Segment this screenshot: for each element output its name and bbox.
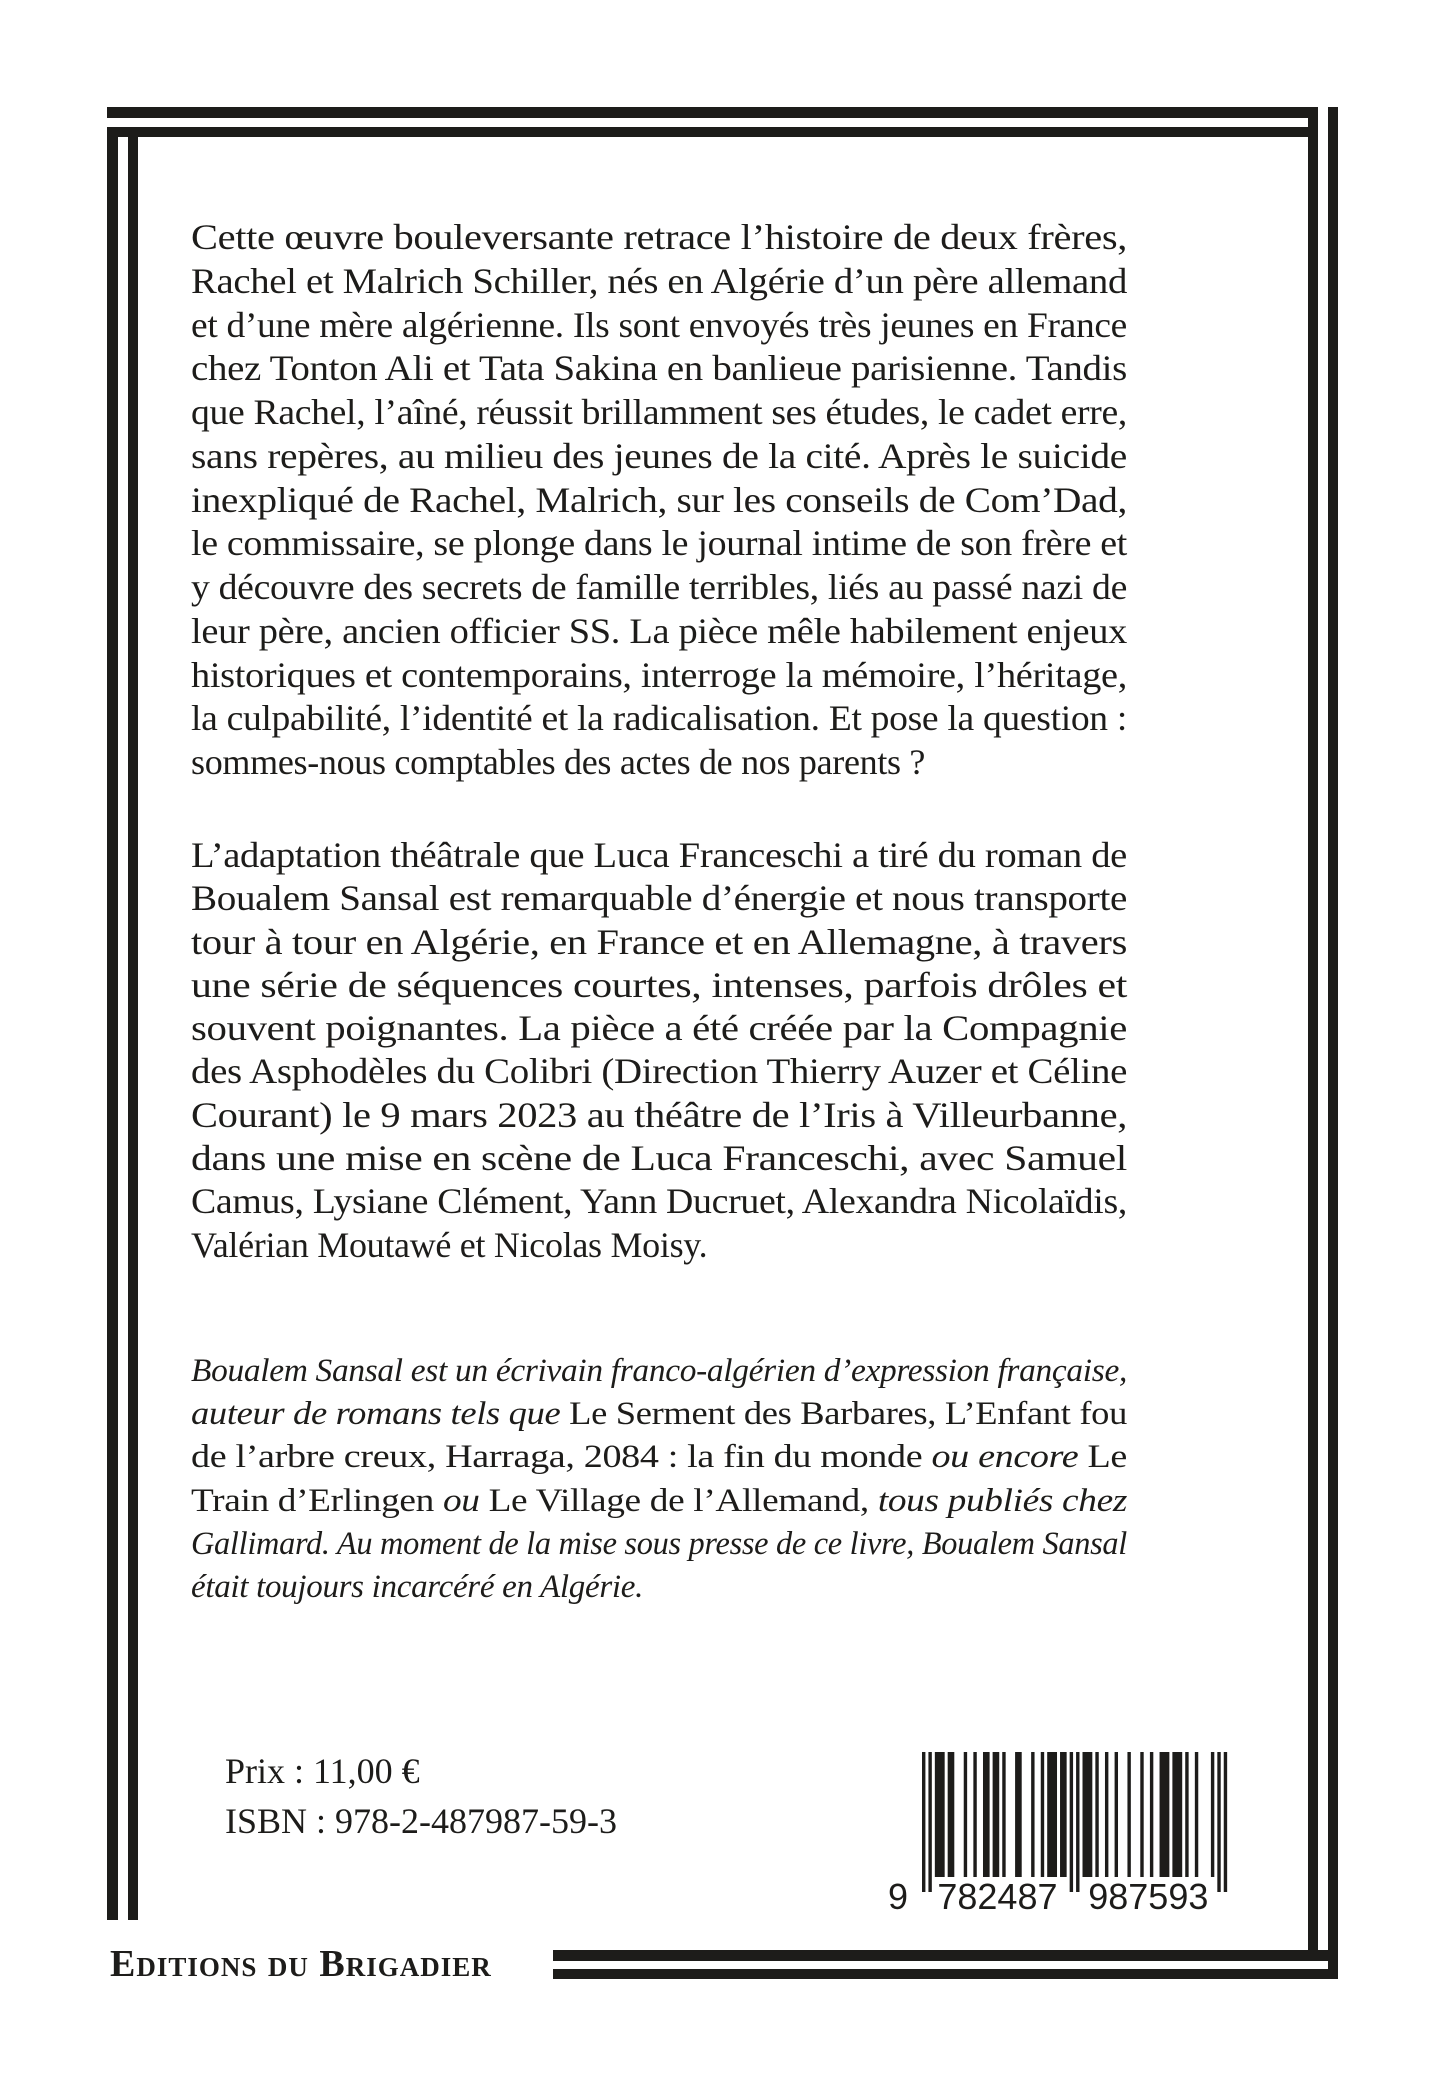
text-line: la culpabilité, l’identité et la radicalisation. Et pose la question : (191, 698, 1127, 739)
frame-bottom-inner-rule (553, 1950, 1337, 1961)
text-line: Courant) le 9 mars 2023 au théâtre de l’Iris à Villeurbanne, (191, 1094, 1127, 1135)
author-bio-paragraph (191, 1350, 1127, 1609)
text-line: dans une mise en scène de Luca Franceschi, avec Samuel (191, 1138, 1127, 1179)
text-line: y découvre des secrets de famille terribles, liés au passé nazi de (191, 567, 1127, 607)
text-line: Rachel et Malrich Schiller, nés en Algérie d’un père allemand (191, 260, 1127, 301)
frame-left-outer-rule (107, 137, 118, 1920)
text-line: que Rachel, l’aîné, réussit brillamment ses études, le cadet erre, (191, 392, 1127, 432)
text-line: des Asphodèles du Colibri (Direction Thierry Auzer et Céline (191, 1051, 1127, 1092)
text-line: auteur de romans tels que Le Serment des Barbares, L’Enfant fou (191, 1396, 1127, 1433)
pricing-block (225, 1746, 617, 1846)
isbn-label: ISBN : 978-2-487987-59-3 (225, 1801, 617, 1841)
barcode (882, 1752, 1242, 1914)
text-line: sommes-nous comptables des actes de nos parents ? (191, 742, 926, 782)
text-line: historiques et contemporains, interroge la mémoire, l’héritage, (191, 654, 1127, 695)
text-line: Cette œuvre bouleversante retrace l’histoire de deux frères, (191, 217, 1127, 257)
frame-bottom-outer-rule (553, 1969, 1337, 1979)
barcode-number: 9 (887, 1876, 909, 1914)
barcode-number: 987593 (1088, 1876, 1209, 1914)
text-line: L’adaptation théâtrale que Luca Franceschi a tiré du roman de (191, 835, 1127, 875)
synopsis-paragraph (191, 216, 1127, 785)
text-line: était toujours incarcéré en Algérie. (191, 1568, 644, 1605)
price-label: Prix : 11,00 € (225, 1751, 420, 1791)
text-line: Boualem Sansal est remarquable d’énergie et nous transporte (191, 878, 1127, 919)
text-line: Boualem Sansal est un écrivain franco-algérien d’expression française, (191, 1353, 1127, 1389)
text-line: une série de séquences courtes, intenses, parfois drôles et (191, 964, 1127, 1005)
frame-top-outer-rule (107, 107, 1318, 118)
barcode-number: 782487 (937, 1876, 1058, 1914)
text-line: Gallimard. Au moment de la mise sous presse de ce livre, Boualem Sansal (191, 1525, 1127, 1562)
frame-left-inner-rule (128, 137, 138, 1920)
text-line: le commissaire, se plonge dans le journal intime de son frère et (191, 523, 1127, 564)
text-line: et d’une mère algérienne. Ils sont envoyés très jeunes en France (191, 304, 1127, 345)
publisher-name: Editions du Brigadier (110, 1943, 492, 1985)
text-line: chez Tonton Ali et Tata Sakina en banlieue parisienne. Tandis (191, 348, 1127, 389)
text-line: Valérian Moutawé et Nicolas Moisy. (191, 1224, 708, 1265)
frame-top-inner-rule (107, 127, 1318, 137)
text-line: de l’arbre creux, Harraga, 2084 : la fin du monde ou encore Le (191, 1439, 1127, 1476)
text-line: souvent poignantes. La pièce a été créée par la Compagnie (191, 1008, 1127, 1049)
text-line: sans repères, au milieu des jeunes de la cité. Après le suicide (191, 435, 1127, 476)
text-line: tour à tour en Algérie, en France et en Allemagne, à travers (191, 921, 1127, 962)
frame-right-inner-rule (1308, 107, 1318, 1950)
text-line: Train d’Erlingen ou Le Village de l’Allemand, tous publiés chez (191, 1482, 1127, 1519)
frame-right-outer-rule (1328, 107, 1338, 1979)
text-line: Camus, Lysiane Clément, Yann Ducruet, Alexandra Nicolaïdis, (191, 1181, 1127, 1222)
text-line: leur père, ancien officier SS. La pièce mêle habilement enjeux (191, 610, 1127, 651)
production-paragraph (191, 834, 1127, 1267)
text-line: inexpliqué de Rachel, Malrich, sur les conseils de Com’Dad, (191, 479, 1127, 520)
